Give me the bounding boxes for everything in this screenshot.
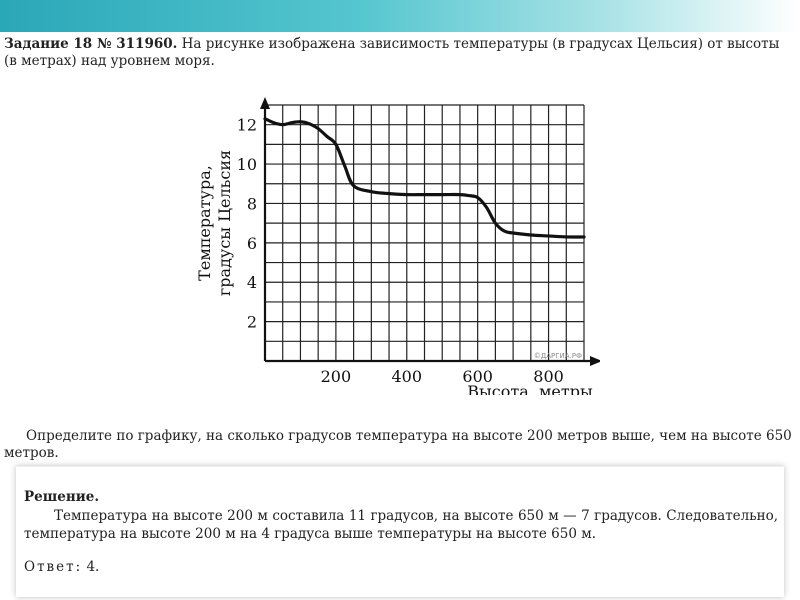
solution-box <box>16 466 784 597</box>
task-text: На рисунке изображена зависимость температуры (в градусах Цельсия) от высоты (в метрах) над уровнем моря. <box>4 36 780 69</box>
answer-label: Ответ: <box>24 559 83 575</box>
x-tick-label: 400 <box>391 367 423 386</box>
y-axis-arrow <box>260 97 270 109</box>
y-tick-label: 12 <box>236 115 257 135</box>
y-tick-label: 4 <box>246 273 257 293</box>
watermark-text: ©ДАРГИА.РФ <box>533 352 582 360</box>
chart-svg <box>180 95 600 395</box>
x-tick-label: 800 <box>533 367 564 386</box>
x-tick-label: 200 <box>320 367 352 386</box>
x-axis-arrow <box>590 356 600 366</box>
x-tick-label: 600 <box>462 367 493 386</box>
y-axis-label-line2: градусы Цельсия <box>215 149 234 297</box>
top-banner <box>0 0 800 32</box>
y-axis-label-line1: Температура, <box>195 165 214 281</box>
question-text: Определите по графику, на сколько градусов температура на высоте 200 метров выше, чем на высоте 650 метров. <box>4 428 792 461</box>
answer-value: 4. <box>82 559 100 575</box>
y-tick-label: 2 <box>246 312 257 332</box>
chart <box>180 95 600 395</box>
task-statement <box>4 36 796 70</box>
solution-text: Температура на высоте 200 м составила 11 градусов, на высоте 650 м — 7 градусов. Следовательно, температура на высоте 200 м на 4 градуса выше температуры на высоте 650 м. <box>24 508 778 542</box>
y-tick-label: 6 <box>246 233 257 253</box>
y-tick-label: 8 <box>246 194 257 214</box>
y-tick-label: 10 <box>236 155 257 175</box>
x-axis-label: Высота, метры <box>467 382 593 395</box>
solution-title: Решение. <box>24 489 100 505</box>
solution-answer <box>24 559 99 575</box>
task-label: Задание 18 № 311960. <box>4 36 178 52</box>
